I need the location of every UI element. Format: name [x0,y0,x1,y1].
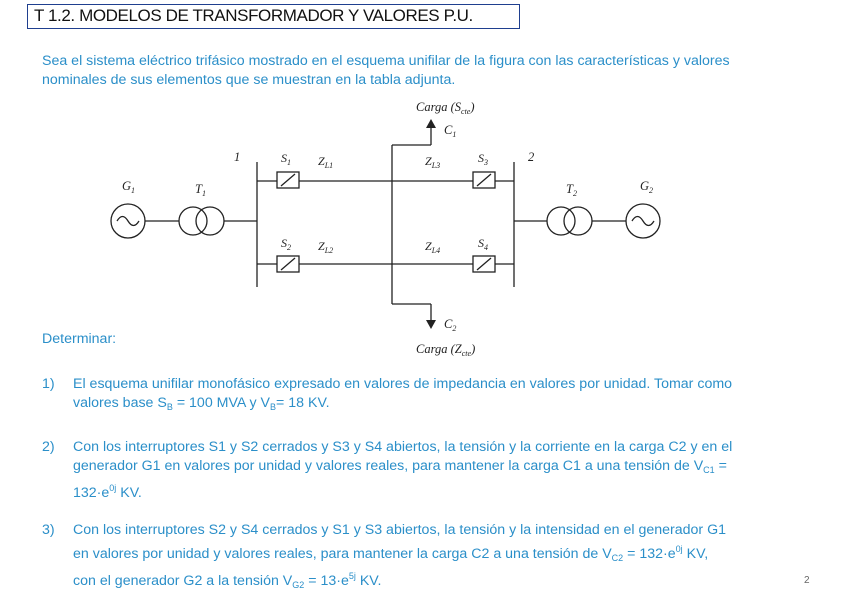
page-number: 2 [804,575,810,586]
svg-text:G1: $G_1$ [122,179,136,195]
svg-text:T2: $T_2$ [566,182,577,198]
svg-text:S3: $S_3$ [478,151,488,167]
intro-line-1: Sea el sistema eléctrico trifásico mostrado en el esquema unifilar de la figura con las características y valores [42,53,730,69]
svg-text:S2: $S_2$ [281,236,291,252]
svg-text:Carga (Scte): Carga $(S_{cte})$ [416,100,475,116]
svg-text:ZL2: $Z_{L2}$ [318,239,334,255]
svg-text:C2: $C_2$ [444,317,457,333]
svg-text:ZL4: $Z_{L4}$ [425,239,441,255]
question-line: Con los interruptores S2 y S4 cerrados y S1 y S3 abiertos, la tensión y la intensidad en el generador G1 [73,522,726,538]
question-line: con el generador G2 a la tensión $V_{G2} = 13\cdot e^{5j}$ KV. [73,571,382,590]
question-line: generador G1 en valores por unidad y valores reales, para mantener la carga C1 a una tensión de $V_{C1}$ = [73,457,727,475]
transformer-t2-a [547,207,575,235]
question-line: $132\cdot e^{0j}$ KV. [73,483,142,501]
svg-text:ZL3: $Z_{L3}$ [425,154,441,170]
bus-2-label: 2 [528,150,535,164]
question-number: 2) [42,439,55,455]
question-line: Con los interruptores S1 y S2 cerrados y S3 y S4 abiertos, la tensión y la corriente en la carga C2 y en el [73,439,733,455]
svg-text:C1: $C_1$ [444,123,457,139]
determinar-label: Determinar: [42,331,117,347]
transformer-t1-a [179,207,207,235]
arrow-up-icon [426,119,436,128]
question-line: El esquema unifilar monofásico expresado en valores de impedancia en valores por unidad. Tomar como [73,376,733,392]
svg-text:S1: $S_1$ [281,151,291,167]
svg-text:S4: $S_4$ [478,236,488,252]
question-line: valores base $S_B = 100$ MVA y $V_B= 18$ KV. [73,394,330,412]
bus-1-label: 1 [234,150,241,164]
svg-text:ZL1: $Z_{L1}$ [318,154,334,170]
page-title: T 1.2. MODELOS DE TRANSFORMADOR Y VALORES P.U. [27,4,520,29]
svg-text:G2: $G_2$ [640,179,654,195]
intro-line-2: nominales de sus elementos que se muestran en la tabla adjunta. [42,72,456,88]
question-line: en valores por unidad y valores reales, para mantener la carga C2 a una tensión de $V_{C2} = 132\cdot e^{0j}$ KV, [73,543,709,563]
question-number: 1) [42,376,55,392]
svg-text:T1: $T_1$ [195,182,206,198]
svg-text:Carga (Zcte): Carga $(Z_{cte})$ [416,342,476,358]
arrow-down-icon [426,320,436,329]
question-number: 3) [42,522,55,538]
